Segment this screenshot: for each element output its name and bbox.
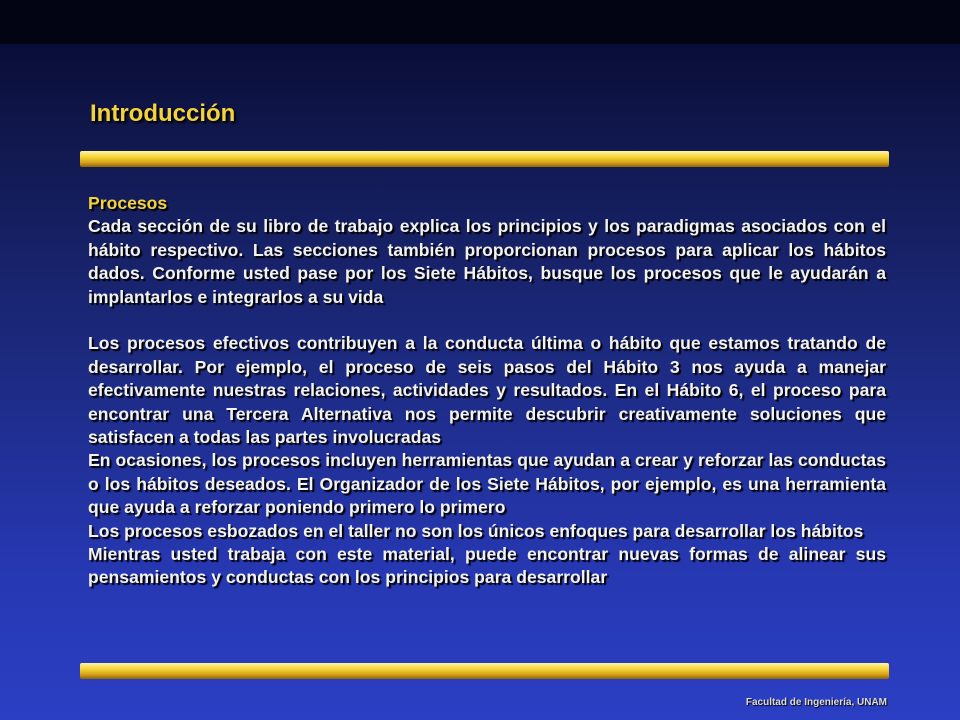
slide-title: Introducción — [90, 100, 236, 127]
paragraph-5: Mientras usted trabaja con este material, puede encontrar nuevas formas de alinear sus pensamientos y conductas con los principios para desarrollar — [88, 544, 886, 588]
top-band — [0, 0, 960, 44]
paragraph-2: Los procesos efectivos contribuyen a la conducta última o hábito que estamos tratando de desarrollar. Por ejemplo, el proceso de seis pasos del Hábito 3 nos ayuda a manejar efectivamente nuestras relaciones, actividades y resultados. En el Hábito 6, el proceso para encontrar una Tercera Alternativa nos permite descubrir creativamente soluciones que satisfacen a todas las partes involucradas — [88, 333, 886, 448]
paragraph-1: Cada sección de su libro de trabajo explica los principios y los paradigmas asociados con el hábito respectivo. Las secciones también proporcionan procesos para aplicar los hábitos dados. Conforme usted pase por los Siete Hábitos, busque los procesos que le ayudarán a implantarlos e integrarlos a su vida — [88, 216, 886, 307]
paragraph-3: En ocasiones, los procesos incluyen herramientas que ayudan a crear y reforzar las conductas o los hábitos deseados. El Organizador de los Siete Hábitos, por ejemplo, es una herramienta que ayuda a reforzar poniendo primero lo primero — [88, 450, 886, 518]
slide-body — [88, 192, 886, 590]
footer-text: Facultad de Ingeniería, UNAM — [745, 697, 887, 708]
footer-bar — [80, 663, 889, 679]
section-subtitle: Procesos — [88, 193, 168, 213]
paragraph-4: Los procesos esbozados en el taller no son los únicos enfoques para desarrollar los hábitos — [88, 520, 864, 541]
paragraph-spacer — [88, 309, 886, 332]
title-underline-bar — [80, 151, 889, 167]
